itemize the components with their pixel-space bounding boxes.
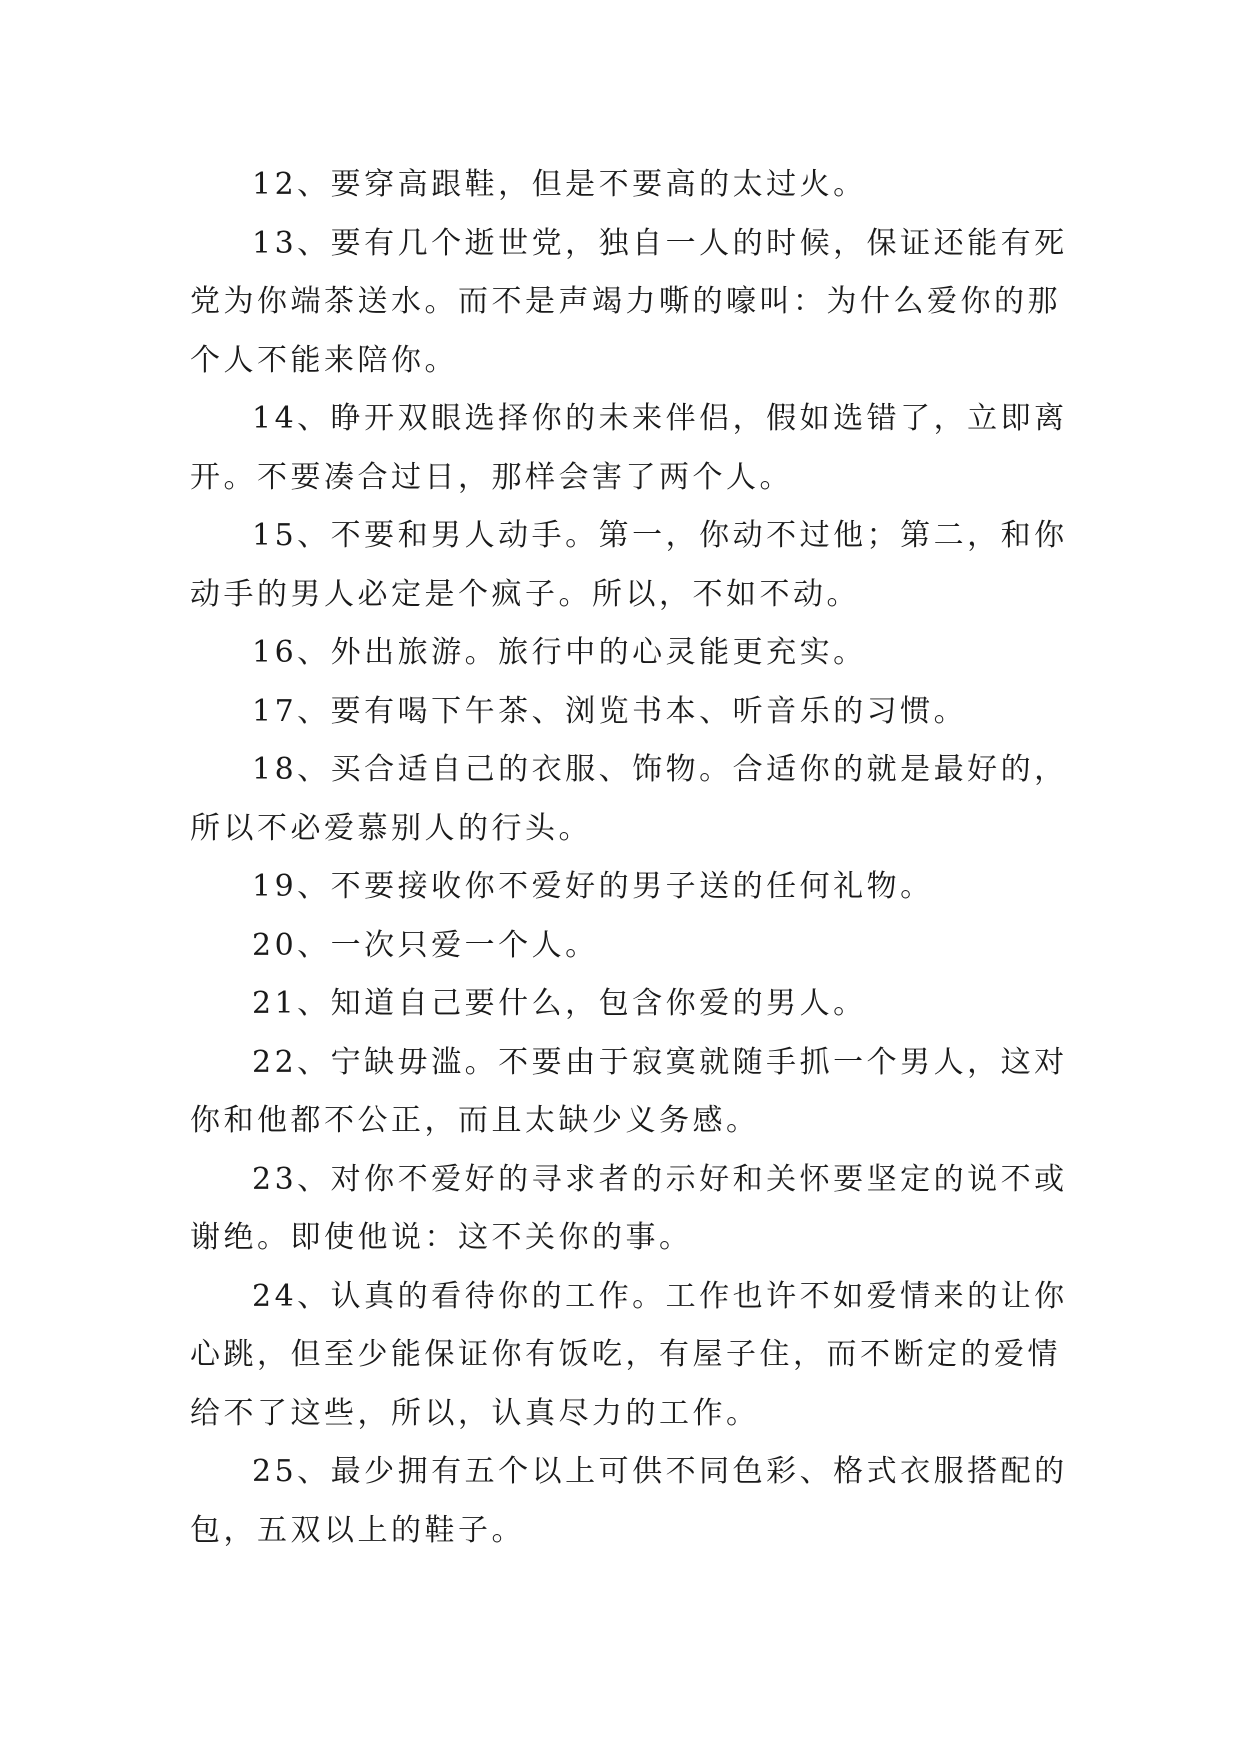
paragraph-23: 23、对你不爱好的寻求者的示好和关怀要坚定的说不或谢绝。即使他说：这不关你的事。 <box>190 1161 1068 1255</box>
paragraph-24: 24、认真的看待你的工作。工作也许不如爱情来的让你心跳，但至少能保证你有饭吃，有屋子住，而不断定的爱情给不了这些，所以，认真尽力的工作。 <box>190 1278 1068 1431</box>
paragraph-20: 20、一次只爱一个人。 <box>252 927 599 963</box>
paragraph-13: 13、要有几个逝世党，独自一人的时候，保证还能有死党为你端茶送水。而不是声竭力嘶的嚎叫：为什么爱你的那个人不能来陪你。 <box>190 225 1068 378</box>
paragraph-12: 12、要穿高跟鞋，但是不要高的太过火。 <box>252 167 867 202</box>
paragraph-15: 15、不要和男人动手。第一，你动不过他；第二，和你动手的男人必定是个疯子。所以，不如不动。 <box>190 518 1068 612</box>
document-body <box>190 156 1070 1560</box>
paragraph-21: 21、知道自己要什么，包含你爱的男人。 <box>252 986 867 1021</box>
paragraph-25: 25、最少拥有五个以上可供不同色彩、格式衣服搭配的包，五双以上的鞋子。 <box>190 1454 1068 1548</box>
paragraph-19: 19、不要接收你不爱好的男子送的任何礼物。 <box>252 869 934 904</box>
paragraph-14: 14、睁开双眼选择你的未来伴侣，假如选错了，立即离开。不要凑合过日，那样会害了两个人。 <box>190 401 1068 495</box>
paragraph-18: 18、买合适自己的衣服、饰物。合适你的就是最好的，所以不必爱慕别人的行头。 <box>190 752 1068 846</box>
paragraph-17: 17、要有喝下午茶、浏览书本、听音乐的习惯。 <box>252 693 968 729</box>
paragraph-16: 16、外出旅游。旅行中的心灵能更充实。 <box>252 635 867 670</box>
paragraph-22: 22、宁缺毋滥。不要由于寂寞就随手抓一个男人，这对你和他都不公正，而且太缺少义务感。 <box>190 1044 1068 1138</box>
